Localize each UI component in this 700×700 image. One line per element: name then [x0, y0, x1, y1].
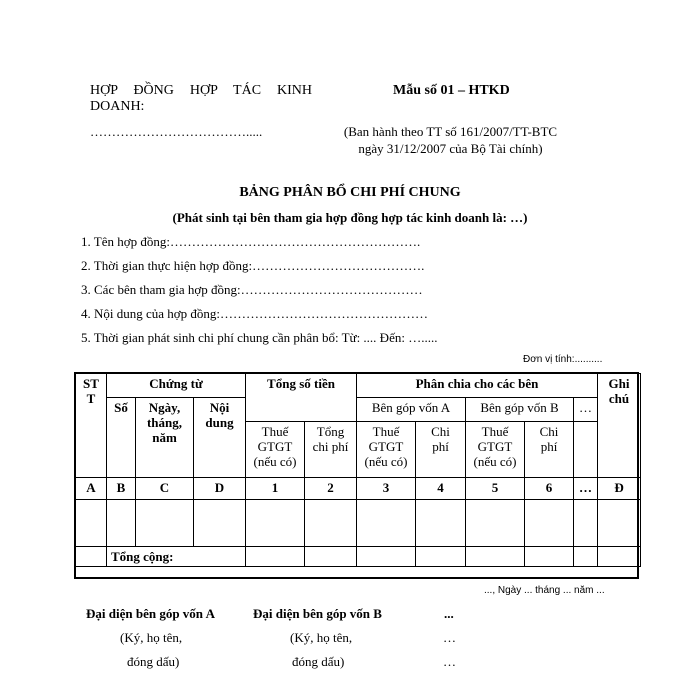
col-chung-tu: Chứng từ	[107, 374, 246, 398]
col-chi-phi-b: Chi phí	[525, 422, 574, 478]
contract-name-blank: ……………………………….....	[90, 124, 263, 139]
info-contract-name: 1. Tên hợp đồng:………………………………………………….	[81, 234, 421, 249]
col-noi-dung: Nội dung	[194, 398, 246, 478]
total-label: Tổng cộng:	[107, 547, 246, 567]
code-cell: 3	[357, 478, 416, 500]
issuance-line2: ngày 31/12/2007 của Bộ Tài chính)	[358, 141, 543, 156]
signature-b-note2: đóng dấu)	[292, 654, 345, 669]
code-cell: B	[107, 478, 136, 500]
col-tong-chi-phi: Tổng chi phí	[305, 422, 357, 478]
total-row	[76, 547, 641, 567]
code-cell: Đ	[598, 478, 641, 500]
signature-a-title: Đại diện bên góp vốn A	[86, 606, 215, 621]
col-tong-so-tien: Tổng số tiền	[246, 374, 357, 422]
col-other-parties: …	[574, 398, 598, 422]
code-cell: 6	[525, 478, 574, 500]
signature-more-note1: …	[443, 630, 456, 645]
col-so: Số	[107, 398, 136, 478]
signature-b-title: Đại diện bên góp vốn B	[253, 606, 382, 621]
col-ben-a: Bên góp vốn A	[357, 398, 466, 422]
code-cell: …	[574, 478, 598, 500]
code-cell: 2	[305, 478, 357, 500]
col-thue-a: Thuế GTGT (nếu có)	[357, 422, 416, 478]
issuance-note	[318, 123, 583, 157]
col-ghi-chu: Ghi chú	[598, 374, 641, 478]
col-ben-b: Bên góp vốn B	[466, 398, 574, 422]
contract-header-line1: HỢP ĐỒNG HỢP TÁC KINH	[90, 83, 312, 98]
signature-more: ...	[444, 606, 454, 621]
code-cell: C	[136, 478, 194, 500]
signature-b-note1: (Ký, họ tên,	[290, 630, 353, 645]
col-phan-chia: Phân chia cho các bên	[357, 374, 598, 398]
date-line: ..., Ngày ... tháng ... năm ...	[484, 585, 605, 596]
signature-a-note2: đóng dấu)	[127, 654, 180, 669]
table-row	[76, 500, 641, 547]
code-cell: 1	[246, 478, 305, 500]
code-cell: 4	[416, 478, 466, 500]
code-cell: 5	[466, 478, 525, 500]
info-period: 5. Thời gian phát sinh chi phí chung cần phân bổ: Từ: .... Đến: ….....	[81, 330, 438, 345]
info-content: 4. Nội dung của hợp đồng:…………………………………………	[81, 306, 429, 321]
col-stt: STT	[76, 374, 107, 478]
col-other-empty	[574, 422, 598, 478]
col-thue-total: Thuế GTGT (nếu có)	[246, 422, 305, 478]
unit-of-measure: Đơn vị tính:..........	[523, 354, 603, 365]
info-parties: 3. Các bên tham gia hợp đồng:……………………………………	[81, 282, 423, 297]
form-number: Mẫu số 01 – HTKD	[393, 83, 510, 98]
code-cell: D	[194, 478, 246, 500]
cost-allocation-table	[75, 373, 641, 567]
col-chi-phi-a: Chi phí	[416, 422, 466, 478]
signature-a-note1: (Ký, họ tên,	[120, 630, 183, 645]
info-duration: 2. Thời gian thực hiện hợp đồng:………………………………….	[81, 258, 425, 273]
issuance-line1: (Ban hành theo TT số 161/2007/TT-BTC	[343, 124, 558, 139]
col-thue-b: Thuế GTGT (nếu có)	[466, 422, 525, 478]
col-ngay-thang-nam: Ngày, tháng, năm	[136, 398, 194, 478]
signature-more-note2: …	[443, 654, 456, 669]
code-cell: A	[76, 478, 107, 500]
contract-header-line2: DOANH:	[90, 99, 145, 114]
document-title: BẢNG PHÂN BỔ CHI PHÍ CHUNG	[239, 185, 461, 200]
document-subtitle: (Phát sinh tại bên tham gia hợp đồng hợp tác kinh doanh là: …)	[172, 210, 528, 225]
